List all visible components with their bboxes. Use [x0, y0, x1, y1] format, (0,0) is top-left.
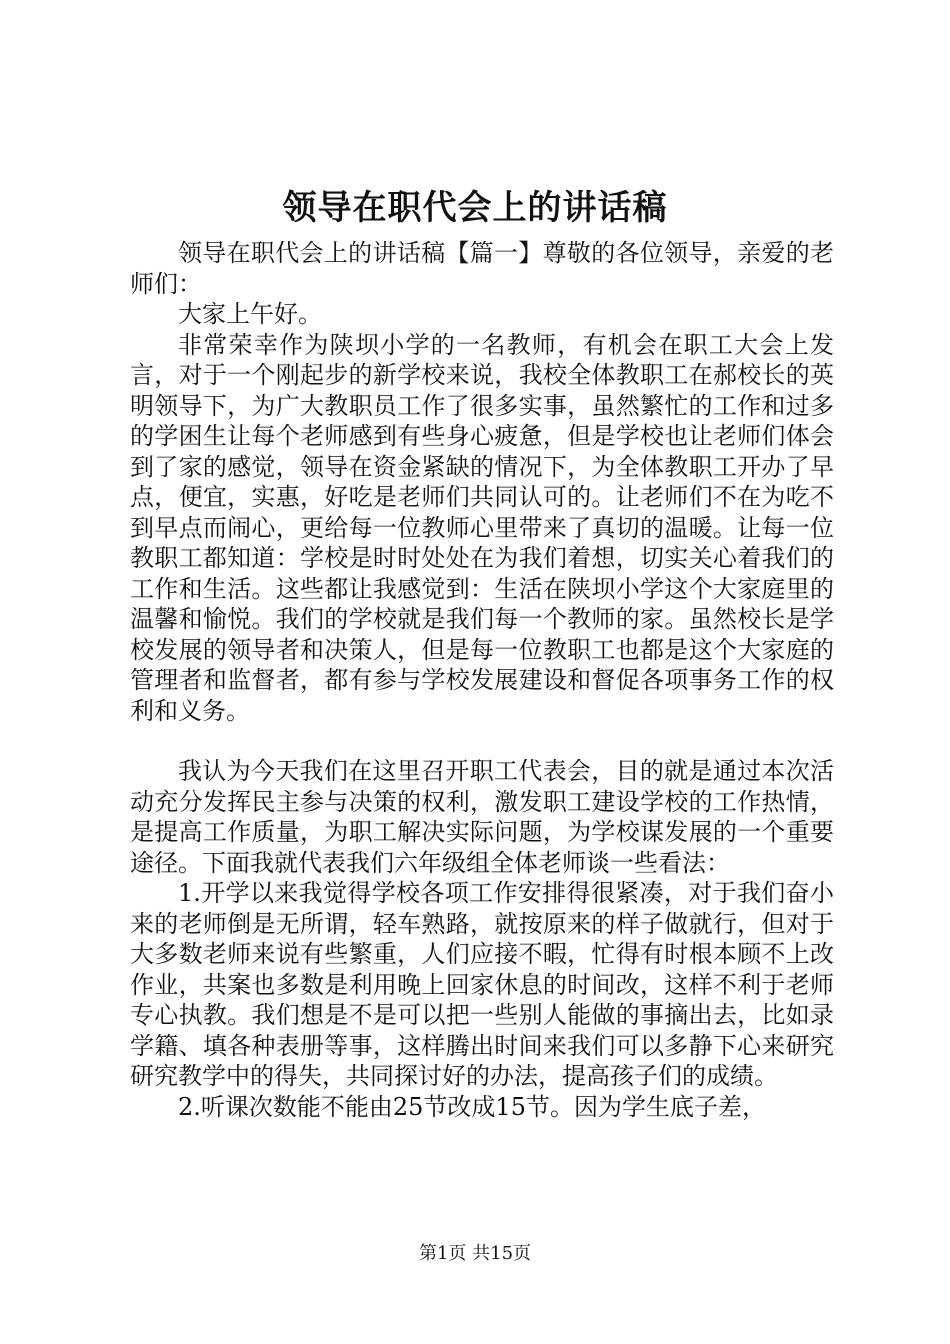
- document-body: [130, 238, 834, 1122]
- paragraph-intro: 非常荣幸作为陕坝小学的一名教师，有机会在职工大会上发言，对于一个刚起步的新学校来说，我校全体教职工在郝校长的英明领导下，为广大教职员工作了很多实事，虽然繁忙的工作和过多的学困生让每个老师感到有些身心疲惫，但是学校也让老师们体会到了家的感觉，领导在资金紧缺的情况下，为全体教职工开办了早点，便宜，实惠，好吃是老师们共同认可的。让老师们不在为吃不到早点而闹心，更给每一位教师心里带来了真切的温暖。让每一位教职工都知道：学校是时时处处在为我们着想，切实关心着我们的工作和生活。这些都让我感觉到：生活在陕坝小学这个大家庭里的温馨和愉悦。我们的学校就是我们每一个教师的家。虽然校长是学校发展的领导者和决策人，但是每一位教职工也都是这个大家庭的管理者和监督者，都有参与学校发展建设和督促各项事务工作的权利和义务。: [130, 330, 834, 725]
- document-title: 领导在职代会上的讲话稿: [282, 188, 668, 228]
- page-number: 第1页 共15页: [418, 1243, 532, 1264]
- paragraph-point-2: 2.听课次数能不能由25节改成15节。因为学生底子差，: [178, 1092, 766, 1121]
- paragraph-purpose: 我认为今天我们在这里召开职工代表会，目的就是通过本次活动充分发挥民主参与决策的权利，激发职工建设学校的工作热情，是提高工作质量，为职工解决实际问题，为学校谋发展的一个重要途径。下面我就代表我们六年级组全体老师谈一些看法：: [130, 757, 834, 877]
- paragraph-greeting: 大家上午好。: [178, 300, 322, 328]
- paragraph-point-1: 1.开学以来我觉得学校各项工作安排得很紧凑，对于我们奋小来的老师倒是无所谓，轻车熟路，就按原来的样子做就行，但对于大多数老师来说有些繁重，人们应接不暇，忙得有时根本顾不上改作业，共案也多数是利用晚上回家休息的时间改，这样不利于老师专心执教。我们想是不是可以把一些别人能做的事摘出去，比如录学籍、填各种表册等事，这样腾出时间来我们可以多静下心来研究研究教学中的得失，共同探讨好的办法，提高孩子们的成绩。: [130, 879, 834, 1090]
- paragraph-opening: 领导在职代会上的讲话稿【篇一】尊敬的各位领导，亲爱的老师们：: [130, 239, 834, 298]
